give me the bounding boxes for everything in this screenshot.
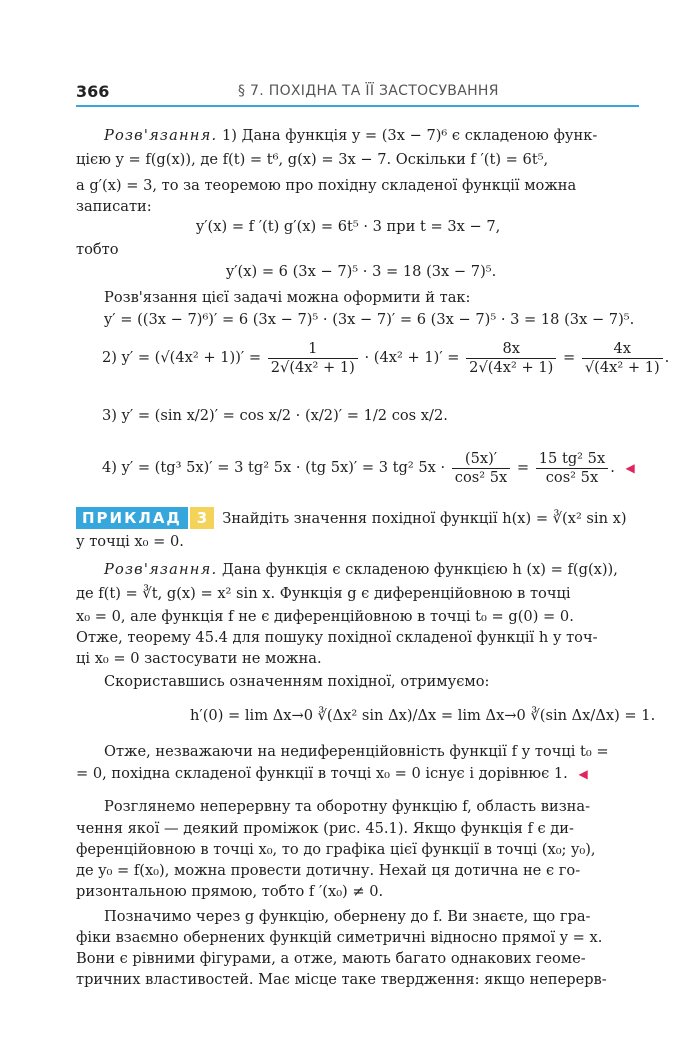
paragraph2-line4: тричних властивостей. Має місце таке твердження: якщо неперерв- bbox=[76, 971, 607, 988]
solution2-line5: ці x₀ = 0 застосувати не можна. bbox=[76, 650, 322, 667]
paragraph1-line2: чення якої — деякий проміжок (рис. 45.1). Якщо функція f є ди- bbox=[76, 820, 574, 837]
page-header bbox=[76, 80, 639, 106]
solution1-line4: записати: bbox=[76, 198, 152, 215]
item2-fraction-2: $\frac{8x}{\text{2√(4x² + 1)}}$ bbox=[466, 340, 556, 377]
solution1-line1: Розв'язання. 1) Дана функція y = (3x − 7)⁶ є складеною функ- bbox=[104, 127, 598, 144]
item2-fraction-1: $\frac{1}{\text{2√(4x² + 1)}}$ bbox=[268, 340, 358, 377]
example-title: ПРИКЛАД bbox=[76, 507, 188, 529]
item4-formula: 4) y′ = (tg³ 5x)′ = 3 tg² 5x · (tg 5x)′ = 3 tg² 5x · $\frac{(5x)'}{\text{cos² 5x}}$ = $\frac{\text{15 tg² 5x}}{\text{cos² 5x}}$ . ◀ bbox=[102, 449, 635, 486]
item4-fraction-1: $\frac{(5x)'}{\text{cos² 5x}}$ bbox=[452, 450, 510, 487]
paragraph1-line1: Розглянемо неперервну та оборотну функцію f, область визна- bbox=[104, 798, 591, 815]
paragraph1-line3: ференційовною в точці x₀, то до графіка цієї функції в точці (x₀; y₀), bbox=[76, 841, 596, 858]
paragraph2-line2: фіки взаємно обернених функцій симетричні відносно прямої y = x. bbox=[76, 929, 603, 946]
example3-task-line2: у точці x₀ = 0. bbox=[76, 533, 184, 550]
solution2-line7: Отже, незважаючи на недиференційовність функції f у точці t₀ = bbox=[104, 743, 609, 760]
example-number: 3 bbox=[190, 507, 214, 529]
formula-result: y′(x) = 6 (3x − 7)⁵ · 3 = 18 (3x − 7)⁵. bbox=[226, 263, 497, 280]
solution-label: Розв'язання. bbox=[104, 561, 218, 578]
item2-formula: 2) y′ = (√(4x² + 1))′ = $\frac{1}{\text{2√(4x² + 1)}}$ · (4x² + 1)′ = $\frac{8x}{\text{2√(4x² + 1)}}$ = $\frac{4x}{\text{√(4x² + 1)}}$ . bbox=[102, 339, 670, 376]
section-title: § 7. ПОХІДНА ТА ЇЇ ЗАСТОСУВАННЯ bbox=[238, 83, 499, 99]
item4-fraction-2: $\frac{\text{15 tg² 5x}}{\text{cos² 5x}}$ bbox=[536, 450, 608, 487]
limit-formula: h′(0) = lim Δx→0 ∛(Δx² sin Δx)/Δx = lim Δx→0 ∛(sin Δx/Δx) = 1. bbox=[190, 707, 656, 724]
solution2-line3: x₀ = 0, але функція f не є диференційовною в точці t₀ = g(0) = 0. bbox=[76, 608, 574, 625]
solution2-line6: Скориставшись означенням похідної, отримуємо: bbox=[104, 673, 490, 690]
solution2-line4: Отже, теорему 45.4 для пошуку похідної складеної функції h у точ- bbox=[76, 629, 598, 646]
solution-label: Розв'язання. bbox=[104, 127, 218, 144]
solution1-line6: Розв'язання цієї задачі можна оформити й так: bbox=[104, 289, 471, 306]
paragraph1-line4: де y₀ = f(x₀), можна провести дотичну. Нехай ця дотична не є го- bbox=[76, 862, 581, 879]
formula-alt: y′ = ((3x − 7)⁶)′ = 6 (3x − 7)⁵ · (3x − 7)′ = 6 (3x − 7)⁵ · 3 = 18 (3x − 7)⁵. bbox=[104, 311, 635, 328]
solution1-line2: цією y = f(g(x)), де f(t) = t⁶, g(x) = 3x − 7. Оскільки f ′(t) = 6t⁵, bbox=[76, 151, 549, 168]
example-task: Знайдіть значення похідної функції h(x) = ∛(x² sin x) bbox=[222, 510, 627, 527]
page-number: 366 bbox=[76, 82, 110, 101]
formula-chain-rule: y′(x) = f ′(t) g′(x) = 6t⁵ · 3 при t = 3x − 7, bbox=[196, 218, 501, 235]
header-rule bbox=[76, 105, 639, 107]
paragraph1-line5: ризонтальною прямою, тобто f ′(x₀) ≠ 0. bbox=[76, 883, 384, 900]
example3-heading bbox=[76, 507, 627, 529]
end-marker-icon: ◀ bbox=[625, 461, 635, 475]
item2-fraction-3: $\frac{4x}{\text{√(4x² + 1)}}$ bbox=[582, 340, 663, 377]
solution1-line5: тобто bbox=[76, 241, 119, 258]
solution2-line1: Розв'язання. Дана функція є складеною функцією h (x) = f(g(x)), bbox=[104, 561, 618, 578]
item3-formula: 3) y′ = (sin x/2)′ = cos x/2 · (x/2)′ = 1/2 cos x/2. bbox=[102, 407, 448, 424]
end-marker-icon: ◀ bbox=[578, 767, 588, 781]
solution2-line8: = 0, похідна складеної функції в точці x₀ = 0 існує і дорівнює 1. ◀ bbox=[76, 765, 588, 782]
paragraph2-line3: Вони є рівними фігурами, а отже, мають багато однакових геоме- bbox=[76, 950, 586, 967]
paragraph2-line1: Позначимо через g функцію, обернену до f. Ви знаєте, що гра- bbox=[104, 908, 591, 925]
solution1-line3: а g′(x) = 3, то за теоремою про похідну складеної функції можна bbox=[76, 177, 577, 194]
solution2-line2: де f(t) = ∛t, g(x) = x² sin x. Функція g є диференційовною в точці bbox=[76, 585, 571, 602]
